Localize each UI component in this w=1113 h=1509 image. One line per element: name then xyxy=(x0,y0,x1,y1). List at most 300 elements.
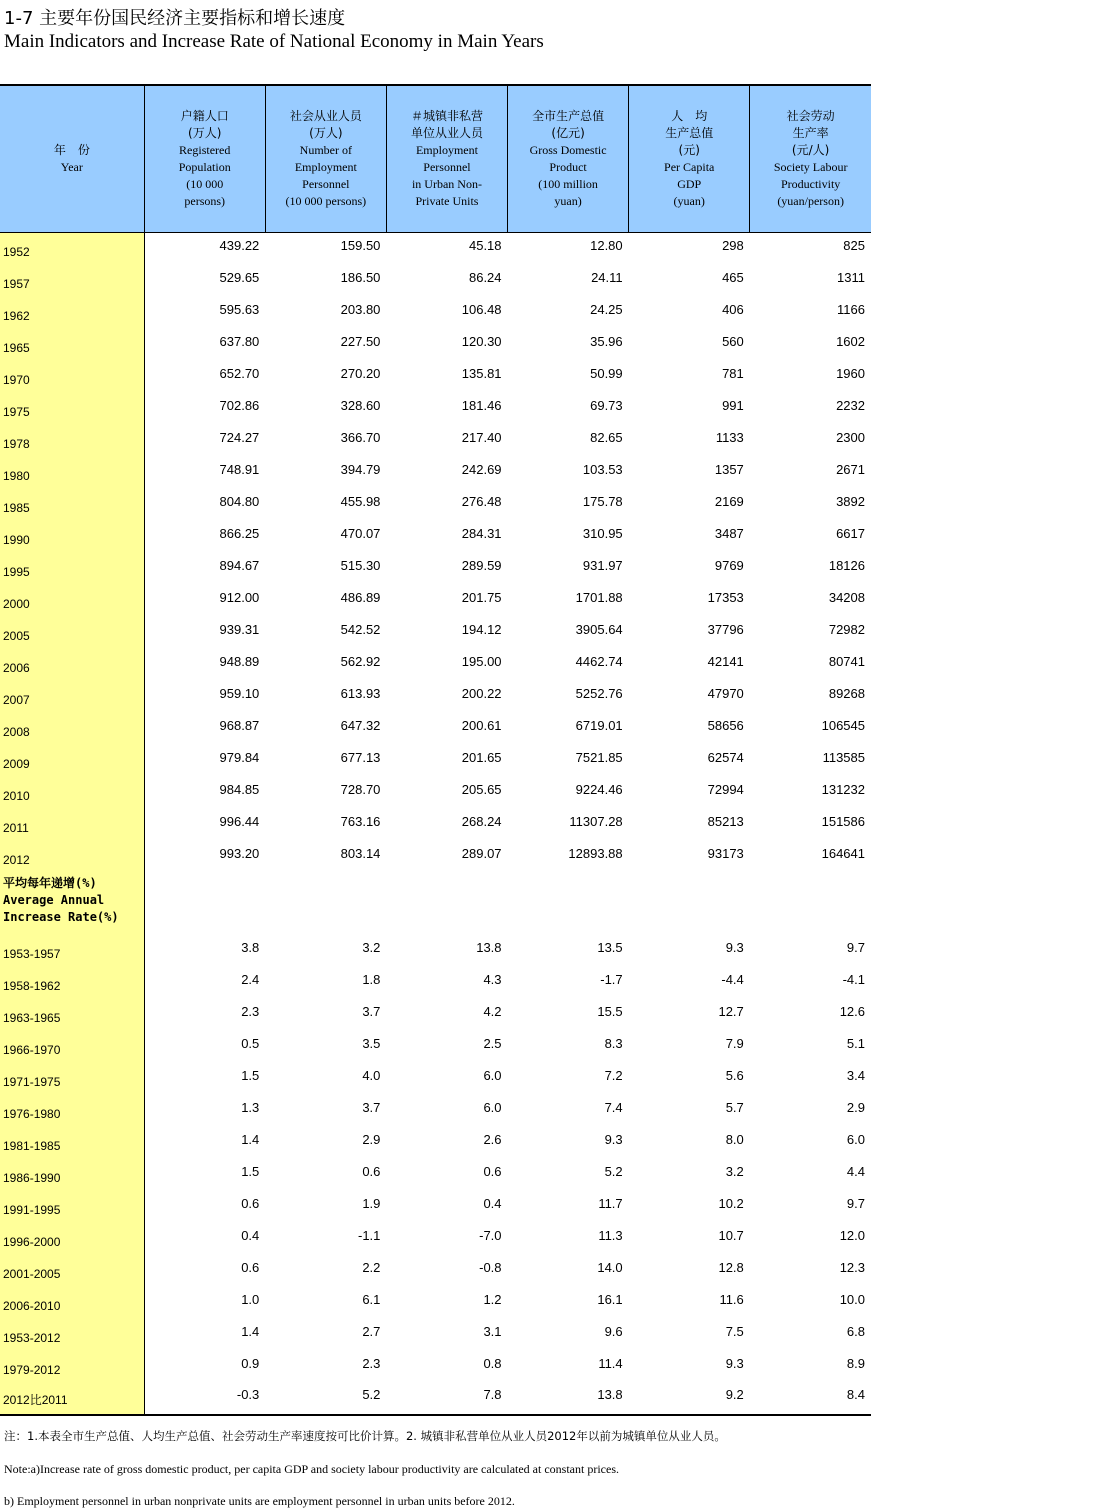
value-cell: 12.80 xyxy=(590,237,623,253)
table-title-cn: 1-7 主要年份国民经济主要指标和增长速度 xyxy=(4,8,346,29)
value-cell: 8.3 xyxy=(604,1035,623,1051)
row-label-cell: 2007 xyxy=(0,681,144,713)
value-cell: 486.89 xyxy=(340,589,381,605)
value-cell: 200.61 xyxy=(461,717,502,733)
note-en-b: b) Employment personnel in urban nonprivate units are employment personnel in urban units before 2012. xyxy=(4,1494,515,1508)
value-cell: -0.3 xyxy=(144,1383,265,1415)
row-label-cell: 2012比2011 xyxy=(0,1383,144,1415)
value-cell: 931.97 xyxy=(582,557,623,573)
column-header-en: in Urban Non- xyxy=(411,177,482,191)
value-cell: 86.24 xyxy=(468,269,502,285)
value-cell: 82.65 xyxy=(590,429,623,445)
value-cell: 3.5 xyxy=(362,1035,381,1051)
row-label-cell: 1966-1970 xyxy=(0,1031,144,1063)
value-cell: 1.2 xyxy=(483,1291,502,1307)
value-cell: 5.6 xyxy=(725,1067,744,1083)
row-label-cell: 1978 xyxy=(0,425,144,457)
value-cell: 5.2 xyxy=(604,1163,623,1179)
column-header-en: Personnel xyxy=(423,160,471,174)
value-cell: 13.8 xyxy=(476,939,502,955)
table-row xyxy=(0,681,871,713)
value-cell: 804.80 xyxy=(219,493,260,509)
column-header-en: Private Units xyxy=(415,194,479,208)
value-cell: 284.31 xyxy=(461,525,502,541)
value-cell: 613.93 xyxy=(340,685,381,701)
value-cell: 2232 xyxy=(836,397,865,413)
value-cell: 217.40 xyxy=(461,429,502,445)
value-cell: 1166 xyxy=(837,301,865,317)
table-row xyxy=(0,457,871,489)
value-cell: 1.8 xyxy=(362,971,381,987)
value-cell: 151586 xyxy=(821,813,865,829)
value-cell: 9.3 xyxy=(725,1355,744,1371)
value-cell: 515.30 xyxy=(340,557,381,573)
value-cell: 4.4 xyxy=(846,1163,865,1179)
value-cell: -7.0 xyxy=(479,1227,502,1243)
value-cell: 1602 xyxy=(836,333,865,349)
value-cell: 825 xyxy=(843,237,865,253)
column-header-cn: 户籍人口 (万人) xyxy=(180,109,229,140)
value-cell: 200.22 xyxy=(461,685,502,701)
column-header-en: Gross Domestic xyxy=(529,143,607,157)
value-cell: 45.18 xyxy=(468,237,502,253)
value-cell: 0.6 xyxy=(241,1195,260,1211)
value-cell: 366.70 xyxy=(340,429,381,445)
value-cell: 62574 xyxy=(707,749,744,765)
row-label-cell: 2009 xyxy=(0,745,144,777)
value-cell: 763.16 xyxy=(340,813,381,829)
value-cell: 328.60 xyxy=(340,397,381,413)
column-header-en: GDP xyxy=(677,177,702,191)
value-cell: 85213 xyxy=(707,813,744,829)
table-row xyxy=(0,1383,871,1415)
value-cell: 13.8 xyxy=(508,1383,629,1415)
table-row xyxy=(0,425,871,457)
table-row xyxy=(0,521,871,553)
table-row xyxy=(0,745,871,777)
value-cell: 948.89 xyxy=(219,653,260,669)
value-cell: 894.67 xyxy=(219,557,260,573)
value-cell: 3.4 xyxy=(846,1067,865,1083)
value-cell: 2300 xyxy=(836,429,865,445)
value-cell: 135.81 xyxy=(461,365,502,381)
value-cell: 12.7 xyxy=(718,1003,744,1019)
value-cell: 2.2 xyxy=(362,1259,381,1275)
value-cell: 201.65 xyxy=(461,749,502,765)
value-cell: 106545 xyxy=(821,717,865,733)
row-label-cell: 1965 xyxy=(0,329,144,361)
table-row xyxy=(0,1319,871,1351)
table-row xyxy=(0,361,871,393)
row-label-cell: 1975 xyxy=(0,393,144,425)
value-cell: 3905.64 xyxy=(575,621,623,637)
column-header-en: Population xyxy=(178,160,231,174)
value-cell: 3.8 xyxy=(241,939,260,955)
value-cell: 35.96 xyxy=(590,333,623,349)
column-header-cn: ＃城镇非私营 单位从业人员 xyxy=(410,109,483,140)
value-cell: 724.27 xyxy=(219,429,260,445)
value-cell: 120.30 xyxy=(461,333,502,349)
section-row xyxy=(0,873,871,935)
column-header-en: Number of xyxy=(299,143,352,157)
value-cell: 9.6 xyxy=(604,1323,623,1339)
value-cell: 12.6 xyxy=(839,1003,865,1019)
table-row xyxy=(0,489,871,521)
table-row xyxy=(0,585,871,617)
row-label-cell: 1995 xyxy=(0,553,144,585)
value-cell: 748.91 xyxy=(219,461,260,477)
value-cell: 0.4 xyxy=(483,1195,502,1211)
indicators-table xyxy=(0,84,871,1416)
value-cell: 0.6 xyxy=(362,1163,381,1179)
column-header xyxy=(386,85,507,233)
column-header-en: Employment xyxy=(294,160,357,174)
section-label-en1: Average Annual xyxy=(3,892,105,907)
value-cell: 298 xyxy=(722,237,744,253)
value-cell: 8.0 xyxy=(725,1131,744,1147)
value-cell: 12893.88 xyxy=(568,845,623,861)
value-cell: 6617 xyxy=(836,525,865,541)
row-label-cell: 1976-1980 xyxy=(0,1095,144,1127)
value-cell: 439.22 xyxy=(219,237,260,253)
value-cell: 2169 xyxy=(714,493,744,509)
value-cell: 15.5 xyxy=(597,1003,623,1019)
table-row xyxy=(0,841,871,873)
value-cell: 131232 xyxy=(821,781,865,797)
column-header-en: (10 000 xyxy=(186,177,224,191)
row-label-cell: 2001-2005 xyxy=(0,1255,144,1287)
table-row xyxy=(0,265,871,297)
value-cell: 42141 xyxy=(707,653,744,669)
value-cell: 7521.85 xyxy=(575,749,623,765)
value-cell: 7.4 xyxy=(604,1099,623,1115)
table-row xyxy=(0,1223,871,1255)
value-cell: 10.0 xyxy=(839,1291,865,1307)
value-cell: 9.7 xyxy=(846,939,865,955)
column-header-en: (yuan) xyxy=(673,194,705,208)
column-header-en: (100 million xyxy=(538,177,598,191)
column-header-en: Productivity xyxy=(780,177,841,191)
value-cell: 6.0 xyxy=(846,1131,865,1147)
value-cell: 24.25 xyxy=(590,301,623,317)
value-cell: 912.00 xyxy=(219,589,260,605)
value-cell: 529.65 xyxy=(219,269,260,285)
value-cell: 939.31 xyxy=(219,621,260,637)
value-cell: 289.07 xyxy=(461,845,502,861)
value-cell: 1701.88 xyxy=(575,589,623,605)
table-row xyxy=(0,1255,871,1287)
value-cell: 18126 xyxy=(828,557,865,573)
value-cell: 0.9 xyxy=(241,1355,260,1371)
row-label-cell: 2011 xyxy=(0,809,144,841)
value-cell: 6.0 xyxy=(483,1067,502,1083)
value-cell: 10.7 xyxy=(718,1227,744,1243)
value-cell: 24.11 xyxy=(591,269,623,285)
table-row xyxy=(0,967,871,999)
row-label-cell: 1962 xyxy=(0,297,144,329)
value-cell: 4462.74 xyxy=(575,653,623,669)
value-cell: 289.59 xyxy=(461,557,502,573)
value-cell: 993.20 xyxy=(219,845,260,861)
value-cell: 2.4 xyxy=(241,971,260,987)
table-row xyxy=(0,297,871,329)
value-cell: 0.6 xyxy=(241,1259,260,1275)
value-cell: 984.85 xyxy=(219,781,260,797)
column-header-en: (yuan/person) xyxy=(777,194,844,208)
value-cell: 11.6 xyxy=(719,1291,744,1307)
value-cell: 12.3 xyxy=(839,1259,865,1275)
note-en-a: Note:a)Increase rate of gross domestic product, per capita GDP and society labour productivity are calculated at constant prices. xyxy=(4,1462,619,1476)
value-cell: 2.3 xyxy=(241,1003,260,1019)
row-label-cell: 1986-1990 xyxy=(0,1159,144,1191)
value-cell: 1.5 xyxy=(241,1163,260,1179)
value-cell: 80741 xyxy=(828,653,865,669)
value-cell: 164641 xyxy=(821,845,865,861)
section-label-cell xyxy=(0,873,144,935)
value-cell: 7.5 xyxy=(725,1323,744,1339)
value-cell: 1.9 xyxy=(362,1195,381,1211)
value-cell: 7.9 xyxy=(725,1035,744,1051)
value-cell: 4.2 xyxy=(483,1003,502,1019)
value-cell: 201.75 xyxy=(461,589,502,605)
value-cell: 11.3 xyxy=(598,1227,623,1243)
value-cell: 12.8 xyxy=(718,1259,744,1275)
empty-cell xyxy=(144,873,265,935)
value-cell: 4.0 xyxy=(362,1067,381,1083)
value-cell: 10.2 xyxy=(718,1195,744,1211)
row-label-cell: 1970 xyxy=(0,361,144,393)
value-cell: 3892 xyxy=(836,493,865,509)
column-header-cn: 社会劳动 生产率 (元/人) xyxy=(786,109,835,157)
value-cell: 3.2 xyxy=(362,939,381,955)
value-cell: 34208 xyxy=(828,589,865,605)
value-cell: 72982 xyxy=(828,621,865,637)
value-cell: 652.70 xyxy=(219,365,260,381)
value-cell: 455.98 xyxy=(340,493,381,509)
value-cell: 4.3 xyxy=(483,971,502,987)
value-cell: 595.63 xyxy=(219,301,260,317)
value-cell: 16.1 xyxy=(597,1291,623,1307)
table-row xyxy=(0,1063,871,1095)
value-cell: 14.0 xyxy=(597,1259,623,1275)
value-cell: 1357 xyxy=(714,461,744,477)
value-cell: 5252.76 xyxy=(575,685,623,701)
column-header xyxy=(629,85,750,233)
value-cell: 1.0 xyxy=(241,1291,260,1307)
value-cell: 159.50 xyxy=(340,237,381,253)
table-row xyxy=(0,935,871,967)
value-cell: 959.10 xyxy=(219,685,260,701)
value-cell: 8.9 xyxy=(846,1355,865,1371)
column-header-cn: 社会从业人员 (万人) xyxy=(289,109,362,140)
value-cell: 203.80 xyxy=(340,301,381,317)
value-cell: 194.12 xyxy=(461,621,502,637)
value-cell: 310.95 xyxy=(582,525,623,541)
value-cell: 2.7 xyxy=(362,1323,381,1339)
value-cell: 2.5 xyxy=(483,1035,502,1051)
value-cell: 996.44 xyxy=(219,813,260,829)
row-label-cell: 1981-1985 xyxy=(0,1127,144,1159)
value-cell: 0.5 xyxy=(241,1035,260,1051)
value-cell: 50.99 xyxy=(590,365,623,381)
value-cell: 1133 xyxy=(715,429,744,445)
value-cell: 465 xyxy=(722,269,744,285)
row-label-cell: 1953-1957 xyxy=(0,935,144,967)
value-cell: 6.0 xyxy=(483,1099,502,1115)
value-cell: 9.3 xyxy=(604,1131,623,1147)
row-label-cell: 1953-2012 xyxy=(0,1319,144,1351)
column-header xyxy=(265,85,386,233)
value-cell: 1.4 xyxy=(241,1131,260,1147)
value-cell: 803.14 xyxy=(340,845,381,861)
table-row xyxy=(0,1287,871,1319)
column-header-cn: 年 份 xyxy=(53,143,90,157)
row-label-cell: 2005 xyxy=(0,617,144,649)
value-cell: 268.24 xyxy=(461,813,502,829)
row-label-cell: 2012 xyxy=(0,841,144,873)
value-cell: 1.4 xyxy=(241,1323,260,1339)
value-cell: 11307.28 xyxy=(569,813,623,829)
table-row xyxy=(0,233,871,265)
row-label-cell: 2006-2010 xyxy=(0,1287,144,1319)
value-cell: 2.6 xyxy=(483,1131,502,1147)
table-row xyxy=(0,1031,871,1063)
value-cell: 3.2 xyxy=(725,1163,744,1179)
value-cell: 37796 xyxy=(707,621,744,637)
column-header-en: Personnel xyxy=(302,177,350,191)
row-label-cell: 2008 xyxy=(0,713,144,745)
value-cell: 9.7 xyxy=(846,1195,865,1211)
value-cell: 0.8 xyxy=(483,1355,502,1371)
row-label-cell: 1990 xyxy=(0,521,144,553)
column-header-cn: 人 均 生产总值 (元) xyxy=(665,109,714,157)
table-row xyxy=(0,393,871,425)
value-cell: 1311 xyxy=(837,269,865,285)
column-header-en: Product xyxy=(549,160,587,174)
value-cell: 5.7 xyxy=(725,1099,744,1115)
column-header xyxy=(508,85,629,233)
value-cell: 175.78 xyxy=(582,493,623,509)
row-label-cell: 2010 xyxy=(0,777,144,809)
table-row xyxy=(0,777,871,809)
column-header-en: Registered xyxy=(179,143,231,157)
column-header-en: Year xyxy=(60,160,83,174)
value-cell: 6.8 xyxy=(846,1323,865,1339)
value-cell: 5.1 xyxy=(846,1035,865,1051)
value-cell: 11.7 xyxy=(598,1195,623,1211)
value-cell: 195.00 xyxy=(461,653,502,669)
row-label-cell: 1996-2000 xyxy=(0,1223,144,1255)
row-label-cell: 2006 xyxy=(0,649,144,681)
value-cell: 186.50 xyxy=(340,269,381,285)
value-cell: 93173 xyxy=(707,845,744,861)
empty-cell xyxy=(386,873,507,935)
value-cell: 3.1 xyxy=(483,1323,502,1339)
value-cell: 106.48 xyxy=(461,301,502,317)
value-cell: 728.70 xyxy=(340,781,381,797)
value-cell: 406 xyxy=(722,301,744,317)
table-row xyxy=(0,617,871,649)
value-cell: 13.5 xyxy=(597,939,623,955)
value-cell: 542.52 xyxy=(340,621,381,637)
column-header xyxy=(750,85,871,233)
value-cell: -4.1 xyxy=(842,971,865,987)
value-cell: 9.3 xyxy=(725,939,744,955)
column-header-en: yuan) xyxy=(554,194,582,208)
value-cell: 6719.01 xyxy=(575,717,623,733)
value-cell: 227.50 xyxy=(340,333,381,349)
value-cell: -0.8 xyxy=(479,1259,502,1275)
table-row xyxy=(0,649,871,681)
value-cell: 11.4 xyxy=(598,1355,623,1371)
column-header-en: Employment xyxy=(415,143,478,157)
value-cell: 103.53 xyxy=(582,461,623,477)
column-header-en: persons) xyxy=(184,194,226,208)
row-label-cell: 1971-1975 xyxy=(0,1063,144,1095)
table-row xyxy=(0,713,871,745)
value-cell: 470.07 xyxy=(340,525,381,541)
value-cell: 1.3 xyxy=(241,1099,260,1115)
column-header-cn: 全市生产总值 (亿元) xyxy=(532,109,605,140)
value-cell: 89268 xyxy=(828,685,865,701)
value-cell: 2671 xyxy=(836,461,865,477)
value-cell: 270.20 xyxy=(340,365,381,381)
value-cell: 3.7 xyxy=(362,1099,381,1115)
row-label-cell: 1980 xyxy=(0,457,144,489)
value-cell: 12.0 xyxy=(839,1227,865,1243)
value-cell: 3.7 xyxy=(362,1003,381,1019)
column-header xyxy=(0,85,144,233)
column-header-en: (10 000 persons) xyxy=(285,194,367,208)
value-cell: 72994 xyxy=(707,781,744,797)
value-cell: -1.7 xyxy=(600,971,623,987)
value-cell: 276.48 xyxy=(461,493,502,509)
value-cell: 181.46 xyxy=(461,397,502,413)
column-header xyxy=(144,85,265,233)
value-cell: 394.79 xyxy=(340,461,381,477)
value-cell: 9769 xyxy=(714,557,744,573)
value-cell: 17353 xyxy=(707,589,744,605)
value-cell: 7.2 xyxy=(604,1067,623,1083)
value-cell: 677.13 xyxy=(340,749,381,765)
value-cell: 1.5 xyxy=(241,1067,260,1083)
table-body xyxy=(0,233,871,1415)
table-row xyxy=(0,1095,871,1127)
value-cell: 560 xyxy=(722,333,744,349)
row-label-cell: 1958-1962 xyxy=(0,967,144,999)
row-label-cell: 1952 xyxy=(0,233,144,265)
value-cell: 5.2 xyxy=(265,1383,386,1415)
value-cell: 9224.46 xyxy=(575,781,623,797)
table-row xyxy=(0,1159,871,1191)
value-cell: 113585 xyxy=(822,749,865,765)
value-cell: 1960 xyxy=(836,365,865,381)
empty-cell xyxy=(629,873,750,935)
value-cell: 702.86 xyxy=(219,397,260,413)
table-row xyxy=(0,1351,871,1383)
value-cell: 7.8 xyxy=(386,1383,507,1415)
table-row xyxy=(0,809,871,841)
value-cell: 3487 xyxy=(714,525,744,541)
row-label-cell: 1957 xyxy=(0,265,144,297)
value-cell: -4.4 xyxy=(721,971,744,987)
empty-cell xyxy=(750,873,871,935)
value-cell: 968.87 xyxy=(219,717,260,733)
row-label-cell: 2000 xyxy=(0,585,144,617)
value-cell: 2.3 xyxy=(362,1355,381,1371)
table-row xyxy=(0,329,871,361)
value-cell: 781 xyxy=(722,365,744,381)
